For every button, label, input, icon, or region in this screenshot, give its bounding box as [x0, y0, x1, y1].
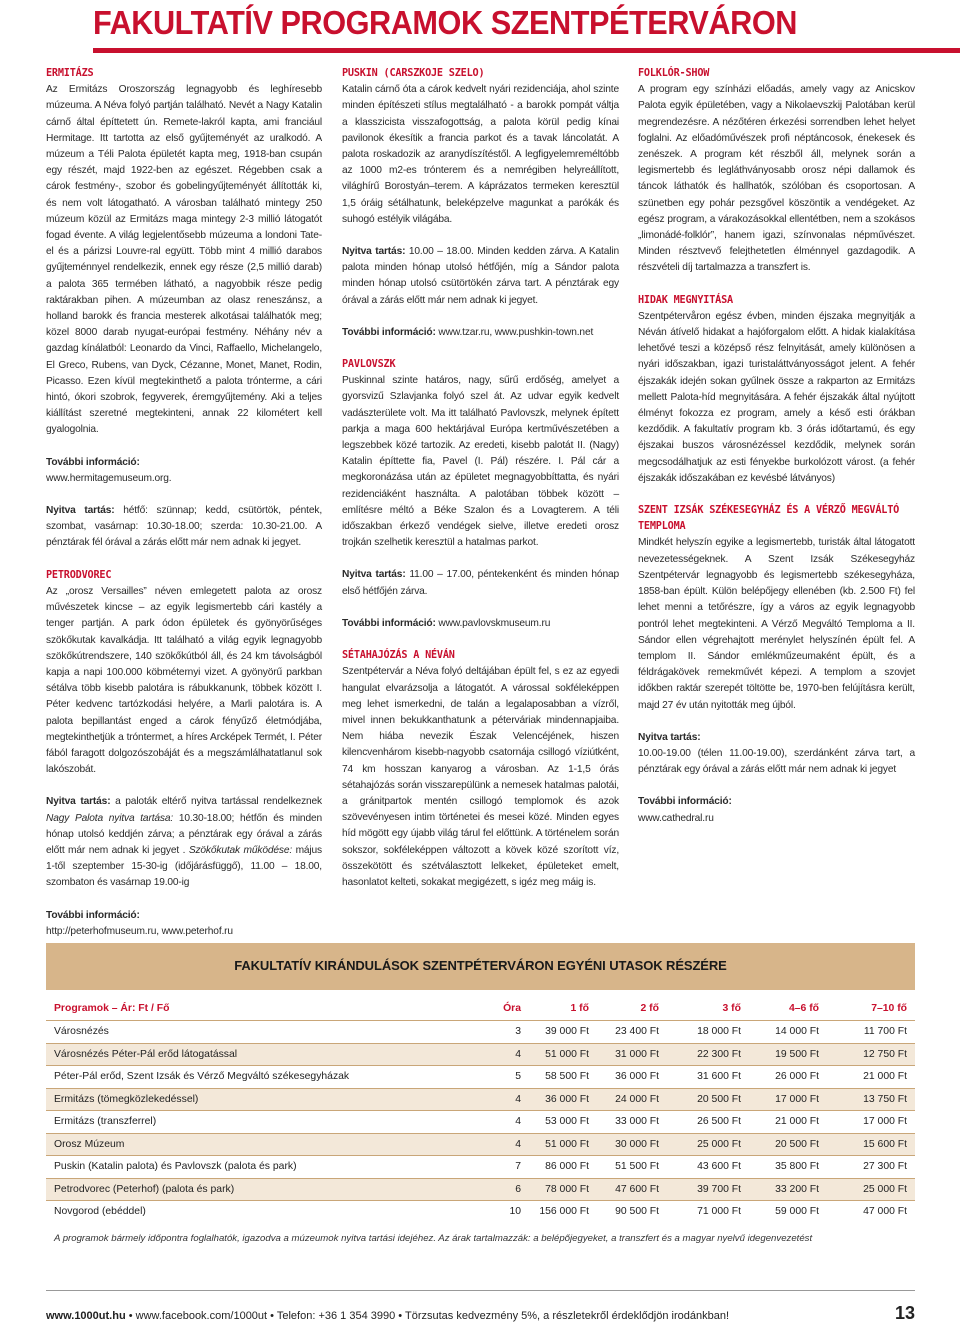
table-cell-value: 26 000 Ft [749, 1066, 827, 1089]
petro-open-text: a paloták eltérő nyitva tartással rendelkeznek [110, 796, 322, 808]
table-cell-value: 21 000 Ft [749, 1111, 827, 1134]
table-cell-value: 31 600 Ft [667, 1066, 749, 1089]
table-cell-value: 47 600 Ft [597, 1178, 667, 1201]
petro-nagy-label: Nagy Palota nyitva tartása: [46, 812, 174, 824]
section-title-pavlovszk: PAVLOVSZK [342, 359, 396, 371]
table-cell-value: 5 [481, 1066, 529, 1089]
table-cell-value: 14 000 Ft [749, 1021, 827, 1044]
table-cell-value: 59 000 Ft [749, 1201, 827, 1223]
table-cell-value: 33 200 Ft [749, 1178, 827, 1201]
table-cell-value: 24 000 Ft [597, 1088, 667, 1111]
pushkin-open-label: Nyitva tartás: [342, 246, 406, 258]
footer-site-link[interactable]: www.1000ut.hu [46, 1310, 126, 1322]
col-header-3fo: 3 fő [722, 1003, 741, 1014]
izsak-info-label: További információ: [638, 796, 732, 808]
table-cell-value: 4 [481, 1088, 529, 1111]
table-cell-value: 36 000 Ft [597, 1066, 667, 1089]
table-row [46, 1111, 915, 1134]
col-header-ora: Óra [503, 1003, 521, 1014]
ermitazs-info-label: További információ: [46, 456, 140, 468]
izsak-text: Mindkét helyszín egyike a legismertebb, turisták által látogatott nevezetességeknek. A Szent Izsák Székesegyház Szentpétervár legnagyobb és legismertebb székesegyháza, 1858-ban épült. Külön belépőjegy ellenében (kb. 2.500 Ft) fel lehet menni a tetőrészre, így a város az egyik legnagyobb pontról lehet megtekinteni. A Vérző Megváltó Temploma a II. Sándor ellen végrehajtott merénylet helyszínén épült fel. A templom II. Sándor emlékműzeumaként épült, és a féldrágakövek remekművét képezi. A templom a szovjet időkben raktár szerepét töltötte be, 1970-ben felújításra került, majd 27 év után nyitották meg újból. [638, 537, 915, 711]
table-cell-value: 10 [481, 1201, 529, 1223]
table-cell-value: 51 000 Ft [529, 1043, 597, 1066]
table-cell-value: 47 000 Ft [827, 1201, 915, 1223]
pavlovszk-opening [342, 567, 619, 599]
petro-info-label: További információ: [46, 909, 140, 921]
ermitazs-info-url[interactable]: www.hermitagemuseum.org. [46, 472, 172, 484]
price-table-title-band [46, 943, 915, 990]
table-cell-value: 86 000 Ft [529, 1156, 597, 1179]
table-row [46, 1043, 915, 1066]
section-title-izsak: SZENT IZSÁK SZÉKESEGYHÁZ ÉS A VÉRZŐ MEGVÁLTÓ TEMPLOMA [638, 505, 900, 533]
table-cell-value: 26 500 Ft [667, 1111, 749, 1134]
table-cell-program: Novgorod (ebéddel) [46, 1201, 481, 1223]
table-row [46, 1021, 915, 1044]
section-title-hidak: HIDAK MEGNYITÁSA [638, 294, 733, 306]
section-title-neva: SÉTAHAJÓZÁS A NÉVÁN [342, 650, 455, 662]
petro-open-label: Nyitva tartás: [46, 796, 111, 808]
table-cell-value: 25 000 Ft [667, 1133, 749, 1156]
table-row [46, 1201, 915, 1223]
col-header-4-6fo: 4–6 fő [788, 1003, 819, 1014]
column-3 [638, 66, 915, 827]
petro-szoko-label: Szökőkutak működése: [188, 844, 293, 856]
table-row [46, 1066, 915, 1089]
table-cell-program: Városnézés Péter-Pál erőd látogatással [46, 1043, 481, 1066]
table-cell-value: 71 000 Ft [667, 1201, 749, 1223]
table-cell-program: Ermitázs (transzferrel) [46, 1111, 481, 1134]
table-cell-value: 23 400 Ft [597, 1021, 667, 1044]
table-cell-value: 33 000 Ft [597, 1111, 667, 1134]
pushkin-info [342, 325, 619, 341]
price-table-title: FAKULTATÍV KIRÁNDULÁSOK SZENTPÉTERVÁRON EGYÉNI UTASOK RÉSZÉRE [234, 958, 727, 973]
header-rule [93, 48, 960, 53]
table-cell-value: 11 700 Ft [827, 1021, 915, 1044]
pushkin-opening [342, 244, 619, 309]
table-cell-value: 4 [481, 1043, 529, 1066]
table-cell-value: 58 500 Ft [529, 1066, 597, 1089]
table-cell-value: 17 000 Ft [827, 1111, 915, 1134]
table-note: A programok bármely időpontra foglalhatók, igazodva a múzeumok nyitva tartási idejéhez. Az árak tartalmazzák: a belépőjegyeket, a transzfert és a magyar nyelvű idegenvezetést [54, 1233, 813, 1244]
column-1 [46, 66, 322, 940]
section-title-pushkin: PUSKIN (CARSZKOJE SZELO) [342, 68, 485, 79]
table-cell-value: 156 000 Ft [529, 1201, 597, 1223]
petro-szoko-text: május 1-től szeptember 15-30-ig (időjárásfüggő), 11.00 – 18.00, szombaton és vasárnap 19.00-ig [46, 844, 323, 889]
table-cell-value: 19 500 Ft [749, 1043, 827, 1066]
table-cell-value: 4 [481, 1133, 529, 1156]
pavlovszk-open-text: 11.00 – 17.00, péntekenként és minden hónap első hétfőjén zárva. [342, 569, 620, 597]
table-cell-value: 51 000 Ft [529, 1133, 597, 1156]
table-cell-value: 17 000 Ft [749, 1088, 827, 1111]
petrodvorec-opening [46, 794, 322, 891]
table-cell-value: 30 000 Ft [597, 1133, 667, 1156]
pushkin-text: Katalin cárnő óta a cárok kedvelt nyári rezidenciája, ahol szinte minden építészeti stílus megtalálható - a barokk pompát váltja a klasszicista visszafogottság, a palota körül pedig kínai pavilonok ékesítik a francia parkot és a tavak láncolatát. A palota roskadozik az aranydíszítéstől. A legfigyelemreméltóbb az 1000 m2-es trónterem és a nemrégiben helyreállított, világhírű Borostyán–terem. A káprázatos termeken keresztül 1,5 óráig sétálhatunk, beleképzelve magunkat a parókák és suhogó estélyik világába. [342, 84, 619, 225]
page-number: 13 [894, 1303, 915, 1323]
col-header-1fo: 1 fő [570, 1003, 589, 1014]
pavlovszk-text: Puskinnal szinte határos, nagy, sűrű erdőség, amelyet a gyorsvizű Szlavjanka folyó szel át. Az udvar egyik kedvelt vadászterülete volt. Ma itt található Pavlovszk, melynek épített parkja a maga 600 hektárjával Európa kertművészetében a legszebbek közé tartozik. Az eredeti, kisebb palotát II. (Nagy) Katalin építtette fia, Pavel (I. Pál) részére. I. Pál cár a megkoronázása után az épületet megnagyobbíttatta, és nyári rezidenciáként használta. A palotában többek között – említésre méltó a Béke Szalon és a Lovagterem. A téli időszakban érkező vendégek sielve, illetve eredeti orosz trojkán szelhetik keresztül a hatalmas parkot. [342, 375, 619, 549]
pavlovszk-info-label: További információ: [342, 617, 436, 629]
table-cell-program: Városnézés [46, 1021, 481, 1044]
table-cell-value: 22 300 Ft [667, 1043, 749, 1066]
table-row [46, 1156, 915, 1179]
ermitazs-opening [46, 503, 322, 552]
table-cell-value: 35 800 Ft [749, 1156, 827, 1179]
page-title: FAKULTATÍV PROGRAMOK SZENTPÉTERVÁRON [93, 4, 797, 41]
table-cell-value: 78 000 Ft [529, 1178, 597, 1201]
pavlovszk-info-url[interactable]: www.pavlovskmuseum.ru [435, 617, 551, 629]
col-header-2fo: 2 fő [640, 1003, 659, 1014]
table-cell-value: 25 000 Ft [827, 1178, 915, 1201]
header-left-strip [0, 0, 93, 52]
footer [46, 1310, 729, 1322]
table-cell-value: 18 000 Ft [667, 1021, 749, 1044]
column-2 [342, 66, 619, 891]
pushkin-info-label: További információ: [342, 326, 436, 338]
table-cell-program: Orosz Múzeum [46, 1133, 481, 1156]
petro-nagy-text: 10.30-18.00; hétfőn és minden hónap utolsó keddjén zárva; a pénztárak egy órával a zárás előtt már nem adnak ki jegyet . [46, 812, 322, 856]
izsak-open-text: 10.00-19.00 (télen 11.00-19.00), szerdánként zárva tart, a pénztárak egy órával a zárás előtt már nem adnak ki jegyet [638, 747, 915, 776]
table-row [46, 1178, 915, 1201]
petro-info-url[interactable]: http://peterhofmuseum.ru, www.peterhof.ru [46, 925, 233, 937]
table-cell-value: 15 600 Ft [827, 1133, 915, 1156]
table-cell-value: 90 500 Ft [597, 1201, 667, 1223]
table-cell-value: 20 500 Ft [667, 1088, 749, 1111]
table-body [46, 1021, 915, 1223]
table-header-row [46, 997, 915, 1021]
table-cell-value: 53 000 Ft [529, 1111, 597, 1134]
folklor-text: A program egy színházi előadás, amely vagy az Anicskov Palota egyik épületében, vagy a Nikolaevszkij Palotában kerül megrendezésre. A nézőtéren érkezési sorrendben lehet helyet foglalni. Az előadóművészek profi néptáncosok, énekesek és zenészek. A program két részből áll, melynek során a legismertebb és legláthványosabb orosz népi dallamok és táncok láthatók és hallhatók, szólóban és csoportosan. A szünetben egy pohár pezsgővel köszöntik a vendégeket. Az egész program, a várakozásokkal ellentétben, nem a szokásos „limonádé-folklór”, hanem igazi, színvonalas népművészet. Minden résztvevő felejthetetlen élménnyel gazdagodik. A részvételi díj tartalmazza a transzfert is. [638, 84, 915, 274]
table-cell-value: 39 000 Ft [529, 1021, 597, 1044]
price-table [46, 997, 915, 1223]
pavlovszk-open-label: Nyitva tartás: [342, 569, 406, 581]
ermitazs-open-label: Nyitva tartás: [46, 505, 115, 517]
table-cell-value: 6 [481, 1178, 529, 1201]
section-title-petrodvorec: PETRODVOREC [46, 569, 112, 581]
pushkin-info-url[interactable]: www.tzar.ru, www.pushkin-town.net [435, 326, 594, 338]
table-cell-value: 20 500 Ft [749, 1133, 827, 1156]
section-title-folklor: FOLKLÓR-SHOW [638, 68, 710, 79]
pavlovszk-info [342, 616, 619, 632]
table-cell-value: 12 750 Ft [827, 1043, 915, 1066]
table-cell-value: 13 750 Ft [827, 1088, 915, 1111]
hidak-text: Szentpétervåron egész évben, minden éjszaka megnyitják a Néván átívelő hidakat a hajóforgalom előtt. A hidak kialakítása lehetővé teszi a középső rész felnyitását, amely különösen a nyári időszakban, igazi turistaláttványosságot jelent. A fehér éjszakák idején sokan gyűlnek össze a rakparton az Ermitázs mellett Palota-híd megnyitására. A fehér éjszakák által nyújtott élményt fokozza ez program, amely a késő esti órákban kezdődik. A fakultatív program kb. 3 órás időtartamú, és egy éjszakai buszos városnézéssel kezdődik, melynek során megcsodálhatjuk az esti fényekbe burkolózott várost. (a fehér éjszakák időszakában ez kevésbé látványos) [638, 310, 915, 484]
table-cell-value: 27 300 Ft [827, 1156, 915, 1179]
table-row [46, 1088, 915, 1111]
col-header-7-10fo: 7–10 fő [871, 1003, 907, 1014]
table-cell-value: 39 700 Ft [667, 1178, 749, 1201]
table-cell-program: Petrodvorec (Peterhof) (palota és park) [46, 1178, 481, 1201]
table-cell-value: 4 [481, 1111, 529, 1134]
section-title-ermitazs: ERMITÁZS [46, 68, 94, 79]
footer-contact: • www.facebook.com/1000ut • Telefon: +36 1 354 3990 • Törzsutas kedvezmény 5%, a részletekről érdeklődjön irodánkban! [125, 1310, 730, 1322]
footer-rule [46, 1290, 915, 1291]
izsak-open-label: Nyitva tartás: [638, 731, 701, 743]
ermitazs-text: Az Ermitázs Oroszország legnagyobb és leghíresebb múzeuma. A Néva folyó partján található. Nevét a Nagy Katalin cárnő által építtetett ún. Remete-lakról kapta, ami franciául Hermitage. Itt tartotta az első gyűjteményét az uralkodó. A múzeum a Téli Palota épületét kapta meg, 1918-ban csupán egy részét, majd 1922-ben az egészet. Régebben csak a cárok festmény-, szobor és gobelingyűjteményét állították ki, és nem volt látogatható. A városban található mintegy 250 múzeum közül az Ermitázs maga mintegy 2-3 millió látogatót fogad évente. A világ legjelentősebb múzeuma a londoni Tate-el és a párizsi Louvre-ral együtt. Több mint 4 millió darabos gyűjteménnyel rendelkezik, ennek egy része (2,5 millió darab) a palota 365 termében látható, a nagyobbik része pedig raktárakban pihen. A múzeumban az olasz reneszánsz, a holland barokk és francia mesterek alkotásai találhatók meg; közel 8000 darab nyugat-európai festmény. Néhány név a gazdag kínálatból: Leonardo da Vinci, Raffaello, Michelangelo, El Greco, Rubens, van Dyck, Cézanne, Monet, Manet, Rodin, Picasso. Ezen kívül megtekinthető a palota trónterme, a cári hintó, ókori szobrok, fegyverek, éremgyűjtemény. Aki a teljes kiállítást szeretné megtekinteni, annak 22 kilométert kell gyalogolnia. [46, 84, 322, 436]
table-cell-program: Puskin (Katalin palota) és Pavlovszk (palota és park) [46, 1156, 481, 1179]
table-cell-value: 36 000 Ft [529, 1088, 597, 1111]
table-cell-value: 21 000 Ft [827, 1066, 915, 1089]
table-cell-program: Péter-Pál erőd, Szent Izsák és Vérző Megváltó székesegyházak [46, 1066, 481, 1089]
table-cell-value: 3 [481, 1021, 529, 1044]
petrodvorec-text: Az „orosz Versailles” néven emlegetett palota az orosz művészetek kincse – az egyik legismertebb cári kastély a tenger partján. A park ódon épületek és gyönyörűséges szökőkutak kavalkádja. Itt található a világ egyik legnagyobb szökőkútrendszere, 140 szökőkútból áll, és 24 km távolságból kapja a napi 100.000 köbméternyi vizet. A gyönyörű parkban sétálva több kisebb palotára is rábukkanunk, többek között I. Péter kedvenc tartózkodási helyére, a Marli palotára is. A palota bepillantást enged a cárok fényűző életmódjába, megtekinthetjük a tróntermet, a híres Arcképek Termét, I. Péter fából faragott dolgozószobáját és a megszámlálhatatlanul sok lakószobát. [46, 585, 322, 776]
table-cell-value: 43 600 Ft [667, 1156, 749, 1179]
neva-text: Szentpétervár a Néva folyó deltájában épült fel, s ez az egyedi hangulat elvarázsolja a látogatót. A várossal sokféleképpen meg lehet ismerkedni, de talán a legalaposabban a vízről, mivel innen bekukkanthatunk a péterváriak mindennapjaiba. Nem hiába nevezik Észak Velencéjének, hiszen kilencvenhárom kisebb-nagyobb csatornája csillogó víziútként, 74 km hosszan kanyarog a városban. Az 1-1,5 órás sétahajózás során visszarepülünk a nemesek hatalmas palotái, a gránitpartok mentén csillogó templomok és azok szövevényesen intim történetei és mesei közé. Minden egyes híd mögött egy újabb világ tárul fel előttünk. A történelem során sokszor, sokféleképpen változott a kövek közé szorított víz, összekötött és szétválasztott lelkeket, épületeket emelt, hasonlatot kelteti, sokakat megigézett, s igéz meg máig is. [342, 666, 619, 888]
table-cell-value: 31 000 Ft [597, 1043, 667, 1066]
pushkin-open-text: 10.00 – 18.00. Minden kedden zárva. A Katalin palota minden hónap utolsó hétfőjén, míg a Sándor palota minden hónap utolsó csütörtökén zárva tart. A pénztárak egy órával a zárás előtt már nem adnak ki jegyet. [342, 246, 619, 306]
table-cell-program: Ermitázs (tömegközlekedéssel) [46, 1088, 481, 1111]
table-row [46, 1133, 915, 1156]
table-cell-value: 7 [481, 1156, 529, 1179]
ermitazs-open-text: hétfő: szünnap; kedd, csütörtök, péntek, szombat, vasárnap: 10.30-18.00; szerda: 10.30-21.00. A pénztárak fél órával a zárás előtt már nem adnak ki jegyet. [46, 505, 322, 549]
izsak-info-url[interactable]: www.cathedral.ru [638, 812, 714, 824]
col-header-program: Programok – Ár: Ft / Fő [54, 1003, 170, 1014]
header-bar [0, 0, 960, 52]
table-cell-value: 51 500 Ft [597, 1156, 667, 1179]
